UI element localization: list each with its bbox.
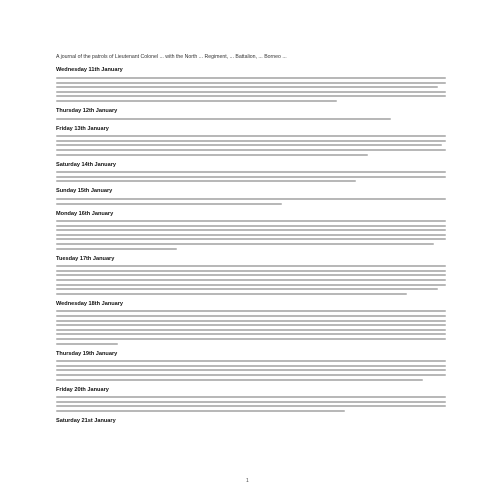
entry-date-heading: Saturday 21st January xyxy=(56,417,116,424)
text-line xyxy=(56,343,118,345)
entry-date-heading: Monday 16th January xyxy=(56,210,114,217)
entry-date-heading: Sunday 15th January xyxy=(56,188,113,195)
diary-entry xyxy=(56,162,446,183)
text-line xyxy=(56,320,446,322)
entry-date-heading: Friday 13th January xyxy=(56,125,109,132)
entry-date-heading: Thursday 19th January xyxy=(56,350,118,357)
text-line xyxy=(56,274,446,276)
text-line xyxy=(56,329,446,331)
text-line xyxy=(56,180,356,182)
text-line xyxy=(56,176,446,178)
text-line xyxy=(56,284,446,286)
text-line xyxy=(56,135,446,137)
text-line xyxy=(56,86,438,88)
text-line xyxy=(56,324,446,326)
diary-entry xyxy=(56,108,446,120)
text-line xyxy=(56,270,446,272)
text-line xyxy=(56,379,423,381)
page-number: 1 xyxy=(246,478,249,484)
text-line xyxy=(56,374,446,376)
diary-entry xyxy=(56,351,446,381)
text-line xyxy=(56,225,446,227)
entry-date-heading: Saturday 14th January xyxy=(56,161,117,168)
entry-body-text xyxy=(56,220,446,250)
entry-body-text xyxy=(56,135,446,155)
entry-date-heading: Thursday 12th January xyxy=(56,107,118,114)
text-line xyxy=(56,149,446,151)
entry-body-text xyxy=(56,265,446,295)
entry-body-text xyxy=(56,198,446,205)
text-line xyxy=(56,238,446,240)
text-line xyxy=(56,265,446,267)
text-line xyxy=(56,140,446,142)
text-line xyxy=(56,396,446,398)
entry-body-text xyxy=(56,310,446,344)
entry-body-text xyxy=(56,77,446,102)
text-line xyxy=(56,203,282,205)
text-line xyxy=(56,360,446,362)
text-line xyxy=(56,310,446,312)
diary-entry xyxy=(56,256,446,295)
text-line xyxy=(56,333,446,335)
diary-entry xyxy=(56,418,446,425)
text-line xyxy=(56,91,446,93)
text-line xyxy=(56,405,446,407)
text-line xyxy=(56,293,407,295)
text-line xyxy=(56,279,446,281)
text-line xyxy=(56,100,337,102)
text-line xyxy=(56,401,446,403)
text-line xyxy=(56,82,446,84)
entry-body-text xyxy=(56,396,446,412)
intro-paragraph: A journal of the patrols of Lieutenant Colonel ... with the North ... Regiment, ... Battalion, ... Borneo ... xyxy=(56,54,287,60)
diary-entry xyxy=(56,301,446,345)
text-line xyxy=(56,243,434,245)
diary-entry xyxy=(56,126,446,156)
text-line xyxy=(56,95,446,97)
text-line xyxy=(56,315,446,317)
diary-entry xyxy=(56,211,446,250)
diary-entry xyxy=(56,188,446,204)
entry-body-text xyxy=(56,171,446,182)
text-line xyxy=(56,234,446,236)
text-line xyxy=(56,248,177,250)
text-line xyxy=(56,338,446,340)
text-line xyxy=(56,220,446,222)
text-line xyxy=(56,288,438,290)
entry-date-heading: Friday 20th January xyxy=(56,386,109,393)
entry-date-heading: Tuesday 17th January xyxy=(56,255,115,262)
text-line xyxy=(56,198,446,200)
entry-body-text xyxy=(56,118,446,120)
document-content xyxy=(56,54,446,431)
diary-entries xyxy=(56,67,446,425)
text-line xyxy=(56,144,442,146)
text-line xyxy=(56,369,446,371)
text-line xyxy=(56,77,446,79)
diary-entry xyxy=(56,387,446,412)
text-line xyxy=(56,171,446,173)
diary-entry xyxy=(56,67,446,102)
text-line xyxy=(56,118,391,120)
text-line xyxy=(56,365,446,367)
entry-body-text xyxy=(56,360,446,380)
text-line xyxy=(56,154,368,156)
text-line xyxy=(56,229,446,231)
entry-date-heading: Wednesday 18th January xyxy=(56,300,124,307)
entry-date-heading: Wednesday 11th January xyxy=(56,67,123,74)
text-line xyxy=(56,410,345,412)
